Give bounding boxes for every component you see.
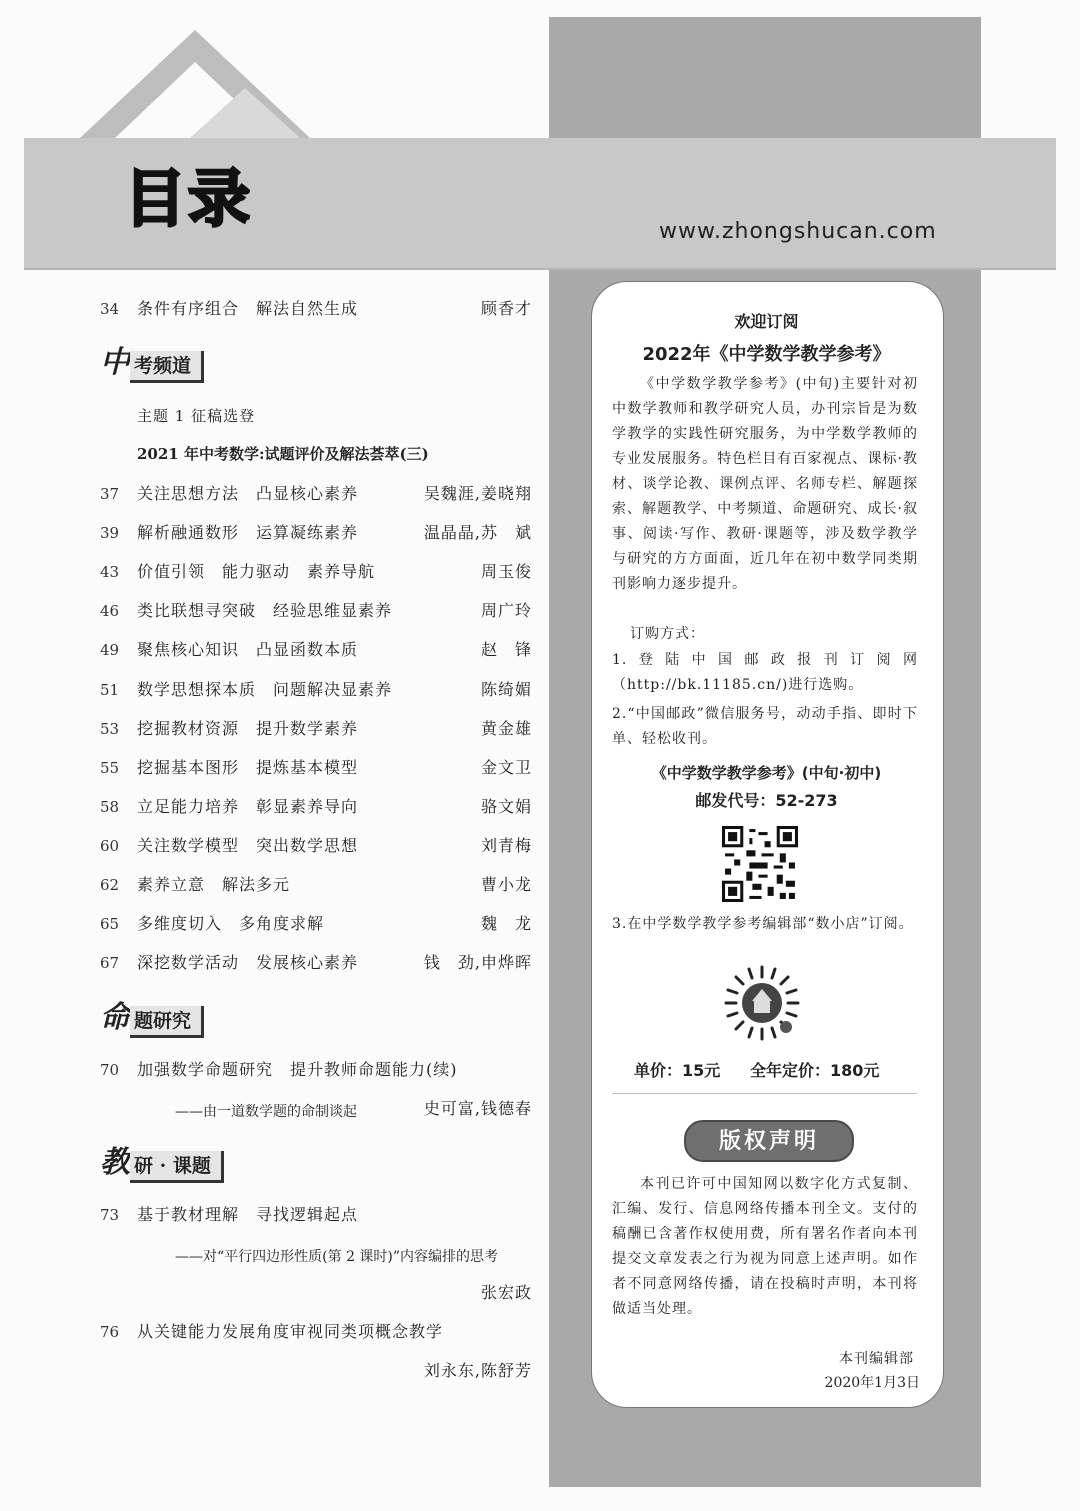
toc-item[interactable] xyxy=(100,560,536,584)
section-heading-jiaoyan xyxy=(100,1137,224,1183)
article-author: 刘青梅 xyxy=(480,836,532,855)
article-title: 关注数学模型 突出数学思想 xyxy=(137,836,359,855)
copyright-badge: 版权声明 xyxy=(684,1120,854,1162)
toc-item[interactable] xyxy=(100,1203,536,1227)
welcome-text: 欢迎订阅 xyxy=(734,312,799,331)
author-row xyxy=(100,1359,536,1383)
toc-item[interactable] xyxy=(100,873,536,897)
article-title: 多维度切入 多角度求解 xyxy=(137,914,325,933)
toc-item[interactable] xyxy=(100,678,536,702)
article-author: 周广玲 xyxy=(480,601,532,620)
author-row xyxy=(100,1281,536,1305)
subscription-headline: 2022年《中学数学教学参考》 xyxy=(642,344,891,365)
page-number: 46 xyxy=(100,602,120,620)
order-method-3: 3.在中学数学教学参考编辑部“数小店”订阅。 xyxy=(612,916,914,932)
page-number: 58 xyxy=(100,798,120,816)
article-author: 顾香才 xyxy=(480,299,532,318)
article-title: 从关键能力发展角度审视同类项概念教学 xyxy=(137,1322,444,1341)
section-label: 研 · 课题 xyxy=(130,1151,224,1183)
article-title: 解析融通数形 运算凝练素养 xyxy=(137,523,359,542)
article-title: 关注思想方法 凸显核心素养 xyxy=(137,484,359,503)
author-row xyxy=(100,1097,536,1121)
article-author: 骆文娟 xyxy=(480,797,532,816)
section-initial: 中 xyxy=(100,345,130,380)
article-subtitle: ——由一道数学题的命制谈起 xyxy=(175,1104,357,1120)
toc-item[interactable] xyxy=(100,834,536,858)
article-author: 周玉俊 xyxy=(480,562,532,581)
article-subtitle: ——对“平行四边形性质(第 2 课时)”内容编排的思考 xyxy=(175,1249,499,1265)
page-number: 62 xyxy=(100,876,120,894)
annual-price: 全年定价：180元 xyxy=(750,1061,880,1080)
article-author: 魏 龙 xyxy=(480,914,532,933)
page-number: 49 xyxy=(100,641,120,659)
article-title: 类比联想寻突破 经验思维显素养 xyxy=(137,601,393,620)
website-url[interactable]: www.zhongshucan.com xyxy=(659,219,937,244)
article-title: 数学思想探本质 问题解决显素养 xyxy=(137,680,393,699)
article-author: 钱 劲,申烨晖 xyxy=(423,953,532,972)
page-number: 34 xyxy=(100,300,120,318)
article-title: 加强数学命题研究 提升教师命题能力(续) xyxy=(137,1060,458,1079)
toc-item[interactable] xyxy=(100,756,536,780)
unit-price: 单价：15元 xyxy=(634,1061,721,1080)
page-number: 60 xyxy=(100,837,120,855)
toc-item[interactable] xyxy=(100,638,536,662)
journal-edition: 《中学数学教学参考》(中旬·初中) xyxy=(651,764,882,782)
page-number: 65 xyxy=(100,915,120,933)
article-title: 价值引领 能力驱动 素养导航 xyxy=(137,562,376,581)
toc-item[interactable] xyxy=(100,599,536,623)
divider xyxy=(612,1093,917,1094)
article-title: 条件有序组合 解法自然生成 xyxy=(137,299,359,318)
page-number: 37 xyxy=(100,485,120,503)
article-title: 基于教材理解 寻找逻辑起点 xyxy=(137,1205,359,1224)
editorial-signature: 本刊编辑部 xyxy=(839,1351,914,1367)
roof-decoration xyxy=(60,20,330,140)
page-number: 53 xyxy=(100,720,120,738)
section-label: 考频道 xyxy=(130,351,204,383)
toc-item[interactable] xyxy=(100,1058,536,1082)
toc-item[interactable] xyxy=(100,521,536,545)
postal-code: 邮发代号：52-273 xyxy=(695,791,838,810)
article-title: 素养立意 解法多元 xyxy=(137,875,291,894)
page-title: 目录 xyxy=(124,162,253,235)
toc-item[interactable] xyxy=(100,717,536,741)
article-author: 陈绮媚 xyxy=(480,680,532,699)
toc-item[interactable] xyxy=(100,912,536,936)
page-number: 55 xyxy=(100,759,120,777)
article-author: 曹小龙 xyxy=(480,875,532,894)
page-number: 70 xyxy=(100,1061,120,1079)
topic-title: 2021 年中考数学:试题评价及解法荟萃(三) xyxy=(137,445,429,463)
page-number: 67 xyxy=(100,954,120,972)
copyright-text: 本刊已许可中国知网以数字化方式复制、汇编、发行、信息网络传播本刊全文。支付的稿酬已含著作权使用费，所有署名作者向本刊提交文章发表之行为视为同意上述声明。如作者不同意网络传播，请在投稿时声明，本刊将做适当处理。 xyxy=(612,1176,918,1317)
article-title: 立足能力培养 彰显素养导向 xyxy=(137,797,359,816)
article-author: 张宏政 xyxy=(480,1283,532,1302)
section-initial: 教 xyxy=(100,1145,130,1180)
signature-date: 2020年1月3日 xyxy=(824,1375,920,1391)
topic-label: 主题 1 征稿选登 xyxy=(137,407,256,425)
section-heading-mingti xyxy=(100,992,204,1038)
article-author: 金文卫 xyxy=(480,758,532,777)
article-author: 史可富,钱德春 xyxy=(423,1099,532,1118)
page-number: 73 xyxy=(100,1206,120,1224)
page-number: 51 xyxy=(100,681,120,699)
section-label: 题研究 xyxy=(130,1006,204,1038)
journal-intro: 《中学数学教学参考》(中旬)主要针对初中数学教师和教学研究人员，办刊宗旨是为数学教学的实践性研究服务，为中学数学教师的专业发展服务。特色栏目有百家视点、课标·教材、谈学论教、课例点评、名师专栏、解题探索、解题教学、中考频道、命题研究、成长·叙事、阅读·写作、教研·课题等，涉及数学教学与研究的方方面面，近几年在初中数学同类期刊影响力逐步提升。 xyxy=(612,376,918,592)
section-initial: 命 xyxy=(100,1000,130,1035)
article-author: 黄金雄 xyxy=(480,719,532,738)
order-method-2: 2.“中国邮政”微信服务号，动动手指、即时下单、轻松收刊。 xyxy=(612,706,918,747)
article-author: 赵 锋 xyxy=(480,640,532,659)
article-title: 挖掘基本图形 提炼基本模型 xyxy=(137,758,359,777)
order-method-1[interactable]: 1.登陆中国邮政报刊订阅网（http://bk.11185.cn/)进行选购。 xyxy=(612,652,918,693)
toc-item[interactable] xyxy=(100,951,536,975)
article-author: 刘永东,陈舒芳 xyxy=(423,1361,532,1380)
article-author: 吴魏涯,姜晓翔 xyxy=(423,484,532,503)
mini-program-code-icon[interactable] xyxy=(722,963,802,1043)
toc-item[interactable] xyxy=(100,297,536,321)
qr-code-icon[interactable] xyxy=(722,826,798,902)
section-heading-zhongkao xyxy=(100,337,204,383)
page-number: 39 xyxy=(100,524,120,542)
toc-item[interactable] xyxy=(100,795,536,819)
article-title: 深挖数学活动 发展核心素养 xyxy=(137,953,359,972)
toc-item[interactable] xyxy=(100,482,536,506)
page-number: 76 xyxy=(100,1323,120,1341)
toc-item[interactable] xyxy=(100,1320,536,1344)
order-label: 订购方式： xyxy=(630,626,705,642)
article-title: 挖掘教材资源 提升数学素养 xyxy=(137,719,359,738)
article-author: 温晶晶,苏 斌 xyxy=(423,523,532,542)
article-title: 聚焦核心知识 凸显函数本质 xyxy=(137,640,359,659)
page-number: 43 xyxy=(100,563,120,581)
